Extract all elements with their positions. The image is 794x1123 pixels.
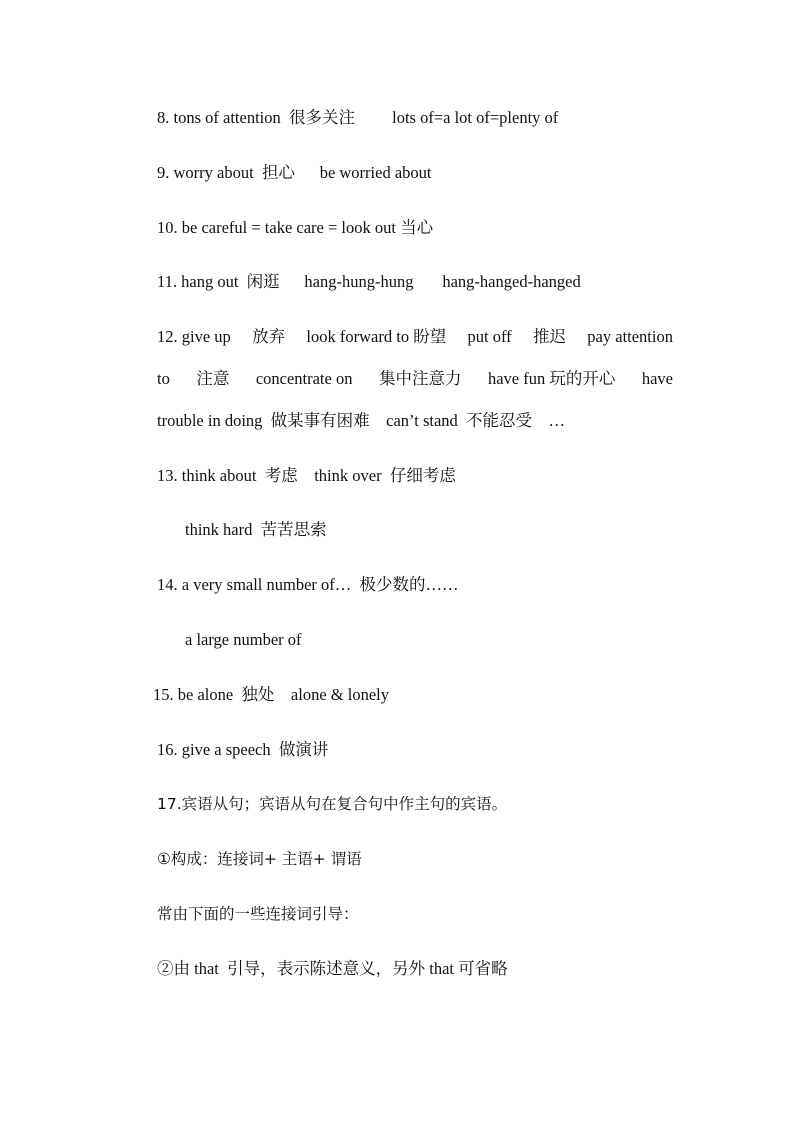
phrase: put off [467,327,512,346]
phrase: to [157,369,170,388]
vocab-item-12-line-2 [157,367,673,391]
phrase: 注意 [196,369,230,388]
vocab-item-13-continued: think hard 苦苦思索 [185,520,327,539]
phrase: pay attention [587,327,673,346]
grammar-heading-17: 17.宾语从句；宾语从句在复合句中作主句的宾语。 [157,795,508,813]
vocab-item-16: 16. give a speech 做演讲 [157,740,329,759]
vocab-item-12-line-1 [157,325,673,349]
grammar-point-1: ①构成：连接词+ 主语+ 谓语 [157,850,362,868]
phrase: concentrate on [255,369,353,388]
phrase: have [641,369,673,388]
vocab-item-14: 14. a very small number of… 极少数的…… [157,575,459,594]
vocab-item-10: 10. be careful = take care = look out 当心 [157,218,434,237]
vocab-item-9: 9. worry about 担心 be worried about [157,163,432,182]
phrase: 集中注意力 [378,369,462,388]
vocab-item-13: 13. think about 考虑 think over 仔细考虑 [157,466,456,485]
vocab-item-12-line-3: trouble in doing 做某事有困难 can’t stand 不能忍受 … [157,411,566,430]
grammar-point-2: ②由 that 引导，表示陈述意义，另外 that 可省略 [157,959,508,978]
grammar-note: 常由下面的一些连接词引导： [157,905,359,923]
vocab-item-15: 15. be alone 独处 alone & lonely [153,685,389,704]
vocab-item-8: 8. tons of attention 很多关注 lots of=a lot of=plenty of [157,108,559,127]
phrase: look forward to 盼望 [306,327,447,346]
phrase: 12. give up [157,327,231,346]
phrase: have fun 玩的开心 [487,369,616,388]
vocab-item-14-continued: a large number of [185,630,302,649]
phrase: 放弃 [252,327,286,346]
vocab-item-11: 11. hang out 闲逛 hang-hung-hung hang-hanged-hanged [157,272,581,291]
phrase: 推迟 [532,327,566,346]
